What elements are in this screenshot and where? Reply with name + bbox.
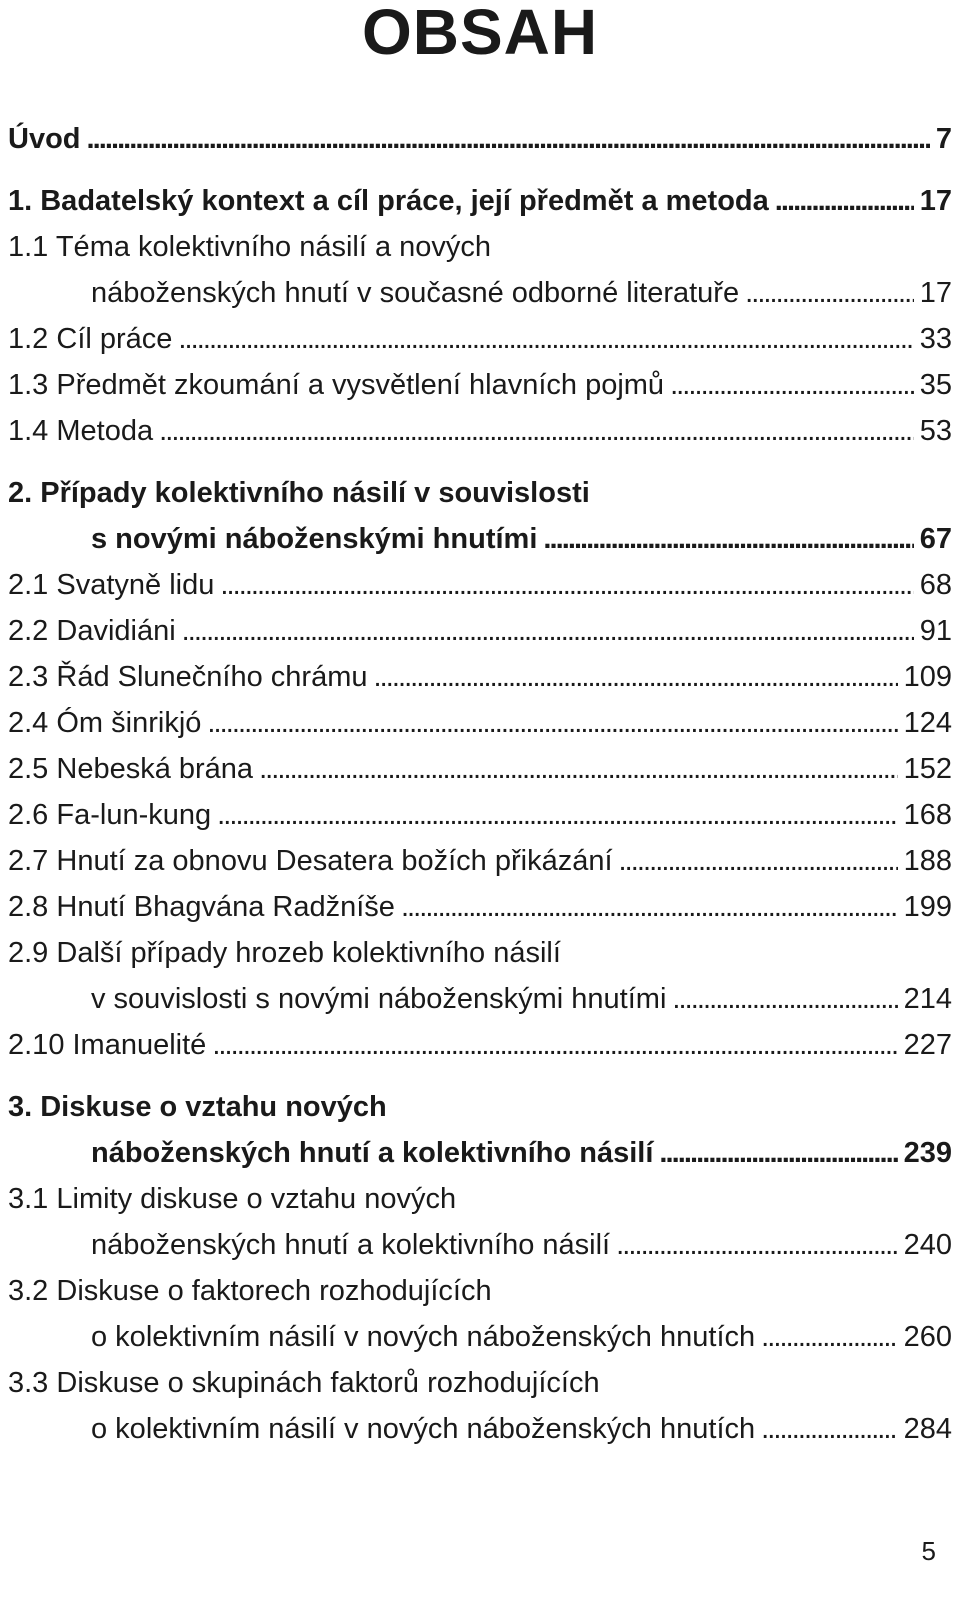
dot-leader xyxy=(401,884,898,930)
toc-entry xyxy=(8,700,952,746)
dot-leader xyxy=(220,562,913,608)
toc-entry-page: 168 xyxy=(903,799,952,831)
toc-entry-continuation xyxy=(8,270,952,316)
toc-entry-line xyxy=(8,178,952,224)
toc-entry-line xyxy=(8,792,952,838)
toc-entry-page: 67 xyxy=(919,523,952,555)
toc-entry-line xyxy=(8,1176,952,1222)
toc-entry xyxy=(8,562,952,608)
toc-entry xyxy=(8,1176,952,1268)
toc-entry-title: 1. Badatelský kontext a cíl práce, její předmět a metoda xyxy=(8,185,769,217)
toc-entry xyxy=(8,408,952,454)
dot-leader xyxy=(775,178,914,224)
toc-entry-continuation xyxy=(8,1130,952,1176)
toc-entry-page: 239 xyxy=(903,1137,952,1169)
toc-entry-line xyxy=(8,1022,952,1068)
toc-entry-page: 109 xyxy=(903,661,952,693)
toc-entry-line xyxy=(8,608,952,654)
toc-entry-page: 17 xyxy=(919,277,952,309)
toc-entry xyxy=(8,178,952,224)
toc-entry-line xyxy=(8,838,952,884)
dot-leader xyxy=(616,1222,898,1268)
toc-entry xyxy=(8,930,952,1022)
dot-leader xyxy=(761,1406,897,1452)
toc-entry-title: o kolektivním násilí v nových náboženských hnutích xyxy=(91,1413,756,1445)
toc-entry-line xyxy=(8,654,952,700)
toc-entry-title: 3.3 Diskuse o skupinách faktorů rozhodujících xyxy=(8,1367,600,1399)
toc-entry-title: 2.6 Fa-lun-kung xyxy=(8,799,212,831)
toc-entry xyxy=(8,746,952,792)
toc-entry-title: 3.2 Diskuse o faktorech rozhodujících xyxy=(8,1275,492,1307)
toc-entry xyxy=(8,362,952,408)
toc-entry-line xyxy=(8,470,952,516)
toc-entry-title: o kolektivním násilí v nových náboženských hnutích xyxy=(91,1321,756,1353)
toc-entry-page: 68 xyxy=(919,569,952,601)
dot-leader xyxy=(178,316,913,362)
dot-leader xyxy=(543,516,913,562)
toc-entry-line xyxy=(8,746,952,792)
dot-leader xyxy=(259,746,898,792)
toc-entry-title: 2.5 Nebeská brána xyxy=(8,753,254,785)
toc-entry xyxy=(8,884,952,930)
toc-entry-page: 124 xyxy=(903,707,952,739)
dot-leader xyxy=(87,116,930,162)
dot-leader xyxy=(745,270,914,316)
dot-leader xyxy=(619,838,898,884)
toc-entry xyxy=(8,470,952,562)
toc-entry-page: 214 xyxy=(903,983,952,1015)
toc-entry-line xyxy=(8,1268,952,1314)
toc-entry-title: náboženských hnutí v současné odborné literatuře xyxy=(91,277,740,309)
toc-entry-title: v souvislosti s novými náboženskými hnutími xyxy=(91,983,667,1015)
dot-leader xyxy=(182,608,914,654)
toc-entry-page: 7 xyxy=(935,123,952,155)
dot-leader xyxy=(374,654,898,700)
toc-entry-title: 2.8 Hnutí Bhagvána Radžníše xyxy=(8,891,395,923)
toc-entry-continuation xyxy=(8,516,952,562)
toc-entry-page: 199 xyxy=(903,891,952,923)
page-title: OBSAH xyxy=(361,0,599,68)
toc-entry-title: 2.2 Davidiáni xyxy=(8,615,176,647)
toc-entry-title: 2.7 Hnutí za obnovu Desatera božích přikázání xyxy=(8,845,613,877)
toc-entry-title: 1.4 Metoda xyxy=(8,415,154,447)
toc-entry xyxy=(8,1268,952,1360)
toc-entry-line xyxy=(8,116,952,162)
toc-entry-title: 2.4 Óm šinrikjó xyxy=(8,707,202,739)
toc-entry-line xyxy=(8,408,952,454)
toc-entry-line xyxy=(8,930,952,976)
toc-entry-title: 2.10 Imanuelité xyxy=(8,1029,207,1061)
toc-entry-title: 1.2 Cíl práce xyxy=(8,323,173,355)
toc-entry-line xyxy=(8,562,952,608)
toc-entry xyxy=(8,1084,952,1176)
toc-entry xyxy=(8,1360,952,1452)
toc-entry-title: 2.9 Další případy hrozeb kolektivního násilí xyxy=(8,937,561,969)
toc-entry-title: Úvod xyxy=(8,123,81,155)
toc-entry-title: 1.3 Předmět zkoumání a vysvětlení hlavních pojmů xyxy=(8,369,665,401)
toc-entry-page: 227 xyxy=(903,1029,952,1061)
toc-entry-title: 2.3 Řád Slunečního chrámu xyxy=(8,661,368,693)
toc-entry xyxy=(8,792,952,838)
toc-entry-page: 260 xyxy=(903,1321,952,1353)
toc-entry-line xyxy=(8,1084,952,1130)
toc-entry-line xyxy=(8,1360,952,1406)
toc-entry-line xyxy=(8,362,952,408)
dot-leader xyxy=(659,1130,897,1176)
dot-leader xyxy=(159,408,914,454)
toc-entry xyxy=(8,608,952,654)
toc-entry-title: náboženských hnutí a kolektivního násilí xyxy=(91,1137,654,1169)
toc-entry-line xyxy=(8,700,952,746)
toc-entry-continuation xyxy=(8,1314,952,1360)
dot-leader xyxy=(761,1314,897,1360)
dot-leader xyxy=(672,976,897,1022)
toc-entry-page: 91 xyxy=(919,615,952,647)
toc-entry xyxy=(8,116,952,162)
toc-entry-page: 33 xyxy=(919,323,952,355)
toc-entry-line xyxy=(8,316,952,362)
toc-entry xyxy=(8,654,952,700)
toc-entry-continuation xyxy=(8,1406,952,1452)
toc-entry-title: 2.1 Svatyně lidu xyxy=(8,569,215,601)
table-of-contents xyxy=(8,116,952,1452)
toc-entry-line xyxy=(8,884,952,930)
toc-entry-page: 17 xyxy=(919,185,952,217)
toc-entry-page: 152 xyxy=(903,753,952,785)
toc-entry xyxy=(8,1022,952,1068)
toc-entry xyxy=(8,224,952,316)
toc-entry-title: s novými náboženskými hnutími xyxy=(91,523,538,555)
page-number: 5 xyxy=(921,1536,936,1566)
toc-entry-page: 284 xyxy=(903,1413,952,1445)
dot-leader xyxy=(670,362,914,408)
toc-entry-title: 1.1 Téma kolektivního násilí a nových xyxy=(8,231,492,263)
toc-entry-title: 3. Diskuse o vztahu nových xyxy=(8,1091,387,1123)
toc-entry-title: náboženských hnutí a kolektivního násilí xyxy=(91,1229,611,1261)
toc-entry-page: 240 xyxy=(903,1229,952,1261)
toc-entry-title: 3.1 Limity diskuse o vztahu nových xyxy=(8,1183,457,1215)
toc-entry-continuation xyxy=(8,976,952,1022)
dot-leader xyxy=(207,700,897,746)
toc-entry xyxy=(8,316,952,362)
dot-leader xyxy=(217,792,897,838)
toc-entry-title: 2. Případy kolektivního násilí v souvislosti xyxy=(8,477,590,509)
toc-entry-page: 188 xyxy=(903,845,952,877)
toc-entry-page: 53 xyxy=(919,415,952,447)
dot-leader xyxy=(212,1022,897,1068)
toc-entry-page: 35 xyxy=(919,369,952,401)
toc-entry-continuation xyxy=(8,1222,952,1268)
toc-entry xyxy=(8,838,952,884)
toc-entry-line xyxy=(8,224,952,270)
